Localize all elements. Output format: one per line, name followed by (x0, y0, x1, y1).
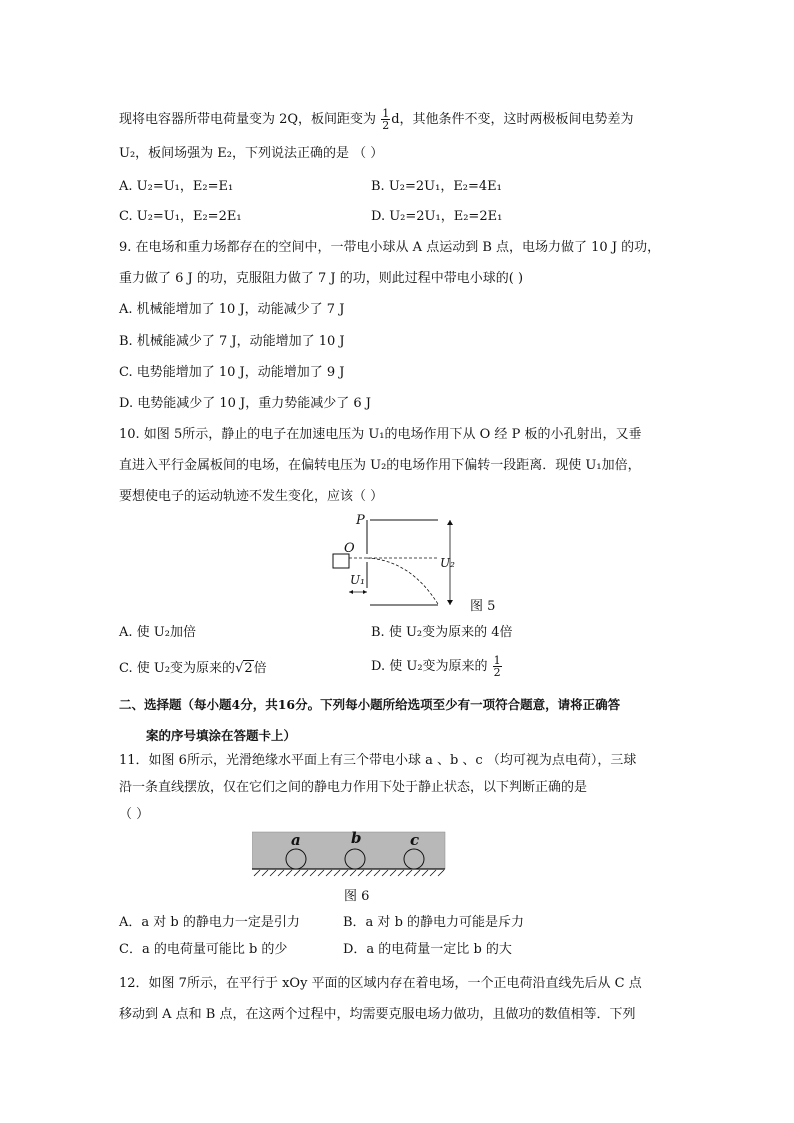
fig6-label-b: b (351, 829, 362, 847)
fig5-caption: 图 5 (470, 599, 496, 614)
sqrt-symbol: √2 (235, 661, 253, 676)
q10-option-d-fraction (493, 655, 502, 678)
q9-line2: 重力做了 6 J 的功，克服阻力做了 7 J 的功，则此过程中带电小球的( ) (119, 271, 524, 286)
fig5-label-u1: U₁ (350, 573, 365, 587)
ball-a (286, 849, 306, 869)
q10-line2: 直进入平行金属板间的电场，在偏转电压为 U₂的电场作用下偏转一段距离．现使 U₁加倍， (119, 458, 641, 473)
fig5-label-p: P (356, 513, 365, 528)
q10-option-d-num: 1 (493, 654, 501, 667)
q8-line1-post: d，其他条件不变，这时两极板间电势差为 (391, 112, 634, 127)
q8-option-b: B. U₂=2U₁，E₂=4E₁ (371, 179, 502, 194)
q8-line1 (119, 108, 634, 131)
q10-option-c (119, 660, 267, 678)
q9-option-a: A. 机械能增加了 10 J，动能减少了 7 J (119, 302, 345, 317)
section2-heading-line2: 案的序号填涂在答题卡上） (146, 728, 297, 743)
q10-option-c-pre: C. 使 U₂变为原来的 (119, 661, 236, 676)
q8-frac-num: 1 (382, 107, 390, 120)
u1-arrow-right (363, 590, 367, 594)
section2-heading-line1: 二、选择题（每小题4分，共16分。下列每小题所给选项至少有一项符合题意，请将正确答 (119, 697, 621, 712)
q11-line1: 11．如图 6所示，光滑绝缘水平面上有三个带电小球 a 、b 、c （均可视为点电荷），三球 (119, 753, 637, 768)
q10-line3: 要想使电子的运动轨迹不发生变化，应该（ ） (119, 489, 384, 504)
fig6-caption: 图 6 (344, 889, 370, 904)
ball-b (345, 849, 365, 869)
ball-c (404, 849, 424, 869)
q8-line1-pre: 现将电容器所带电荷量变为 2Q，板间距变为 (119, 112, 377, 127)
q8-option-c: C. U₂=U₁，E₂=2E₁ (119, 209, 242, 224)
q8-fraction (381, 108, 390, 131)
q8-option-d: D. U₂=2U₁，E₂=2E₁ (371, 209, 503, 224)
q9-line1: 9. 在电场和重力场都存在的空间中，一带电小球从 A 点运动到 B 点，电场力做了 10 J 的功， (119, 240, 661, 255)
q10-option-d (371, 655, 503, 678)
u2-arrow-bottom (447, 600, 453, 605)
q10-option-b: B. 使 U₂变为原来的 4倍 (371, 625, 513, 640)
fig5-label-u2: U₂ (440, 556, 455, 570)
q9-option-b: B. 机械能减少了 7 J，动能增加了 10 J (119, 334, 345, 349)
q11-option-b: B．a 对 b 的静电力可能是斥力 (343, 915, 525, 930)
q11-option-c: C．a 的电荷量可能比 b 的少 (119, 942, 288, 957)
q12-line1: 12．如图 7所示，在平行于 xOy 平面的区域内存在着电场，一个正电荷沿直线先后从 C 点 (119, 976, 642, 991)
sqrt-radicand: 2 (244, 661, 253, 676)
q10-option-d-den: 2 (493, 666, 501, 679)
o-plate (333, 554, 349, 568)
q9-option-d: D. 电势能减少了 10 J，重力势能减少了 6 J (119, 396, 371, 411)
q8-line2: U₂，板间场强为 E₂，下列说法正确的是 （ ） (119, 146, 384, 161)
q8-option-a: A. U₂=U₁，E₂=E₁ (119, 179, 234, 194)
q10-option-d-pre: D. 使 U₂变为原来的 (371, 659, 488, 674)
q8-frac-den: 2 (382, 119, 390, 132)
q11-option-d: D．a 的电荷量一定比 b 的大 (343, 942, 512, 957)
fig6-label-a: a (291, 831, 301, 849)
q10-line1: 10. 如图 5所示，静止的电子在加速电压为 U₁的电场作用下从 O 经 P 板的小孔射出，又垂 (119, 427, 642, 442)
q10-option-a: A. 使 U₂加倍 (119, 625, 196, 640)
q9-option-c: C. 电势能增加了 10 J，动能增加了 9 J (119, 365, 345, 380)
q11-line2: 沿一条直线摆放，仅在它们之间的静电力作用下处于静止状态，以下判断正确的是 (119, 780, 588, 795)
fig6-label-c: c (410, 831, 420, 849)
trajectory-dashed (367, 558, 438, 604)
u1-arrow-left (349, 590, 353, 594)
q11-option-a: A．a 对 b 的静电力一定是引力 (119, 915, 300, 930)
q12-line2: 移动到 A 点和 B 点，在这两个过程中，均需要克服电场力做功，且做功的数值相等．下列 (119, 1007, 636, 1022)
q10-option-c-post: 倍 (253, 661, 267, 676)
q11-line3: （ ） (119, 807, 150, 822)
fig6-hatch (254, 870, 444, 876)
u2-arrow-top (447, 520, 453, 525)
fig5-label-o: O (344, 541, 355, 556)
